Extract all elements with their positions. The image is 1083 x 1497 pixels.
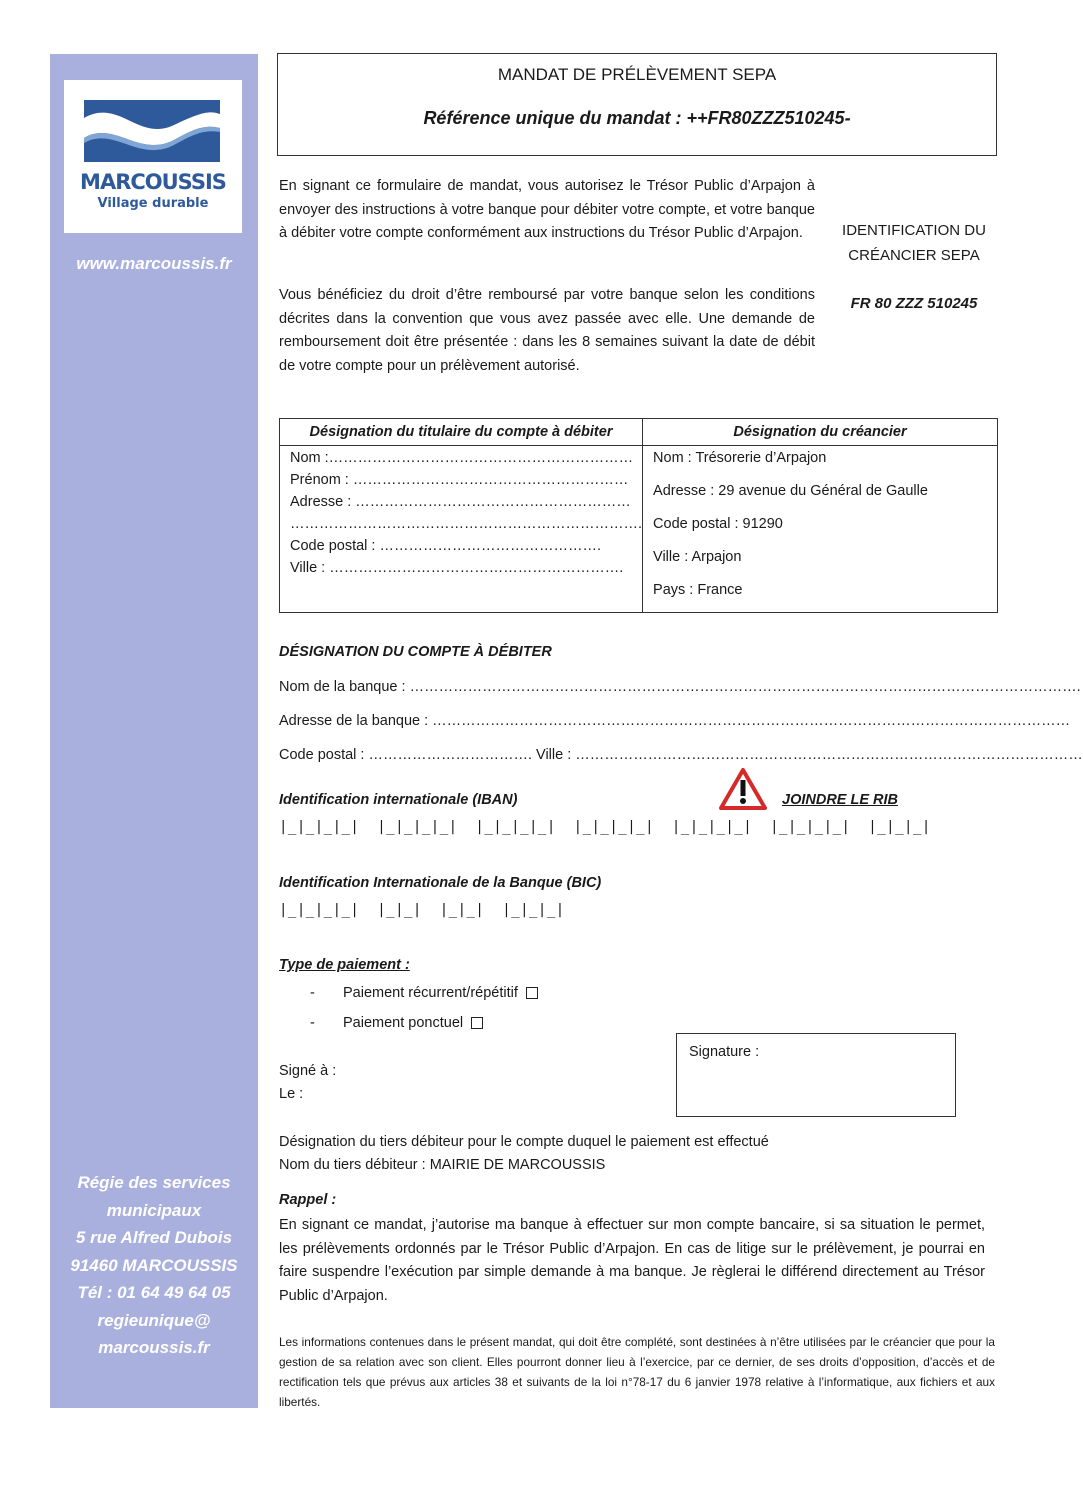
- debtor-address-field-2[interactable]: ……………………………………………………………….: [290, 516, 643, 532]
- address-line: 91460 MARCOUSSIS: [70, 1255, 238, 1275]
- website-link[interactable]: www.marcoussis.fr: [76, 254, 232, 273]
- address-line: Tél : 01 64 49 64 05: [77, 1283, 231, 1302]
- legal-notice: Les informations contenues dans le présent mandat, qui doit être complété, sont destinées à n’être utilisées par le créancier que pour la gestion de sa relation avec son client. Elles pourront donner lieu à l’exercice, par ce dernier, de ses droits d’opposition, d’accès et de rectification tels que prévus aux articles 38 et suivants de la loi n°78-17 du 6 janvier 1978 relative à l’informatique, aux fichiers et aux libertés.: [279, 1335, 995, 1409]
- intro-paragraph-2: Vous bénéficiez du droit d’être remboursé par votre banque selon les conditions décrites dans la convention que vous avez passée avec elle. Une demande de remboursement doit être présentée : dans les 8 semaines suivant la date de débit de votre compte pour un prélèvement autorisé.: [279, 287, 815, 374]
- marcoussis-logo: [64, 80, 242, 233]
- rappel-title: Rappel :: [279, 1192, 337, 1208]
- creditor-header: Désignation du créancier: [643, 419, 998, 446]
- debtor-name-field[interactable]: Nom :………………………………………………………: [290, 450, 634, 466]
- address-line: 5 rue Alfred Dubois: [75, 1228, 233, 1247]
- debtor-cell: [280, 446, 643, 613]
- logo-tagline: Village durable: [97, 196, 209, 211]
- bic-label: Identification Internationale de la Banque (BIC): [279, 875, 602, 891]
- payment-option-one-time[interactable]: - Paiement ponctuel: [310, 1015, 483, 1031]
- mandate-reference: Référence unique du mandat : ++FR80ZZZ510245-: [423, 108, 851, 128]
- address-line: municipaux: [106, 1200, 202, 1220]
- creditor-id-label: [832, 218, 996, 268]
- recurring-checkbox[interactable]: [526, 987, 538, 999]
- rappel-text: En signant ce mandat, j’autorise ma banque à effectuer sur mon compte bancaire, si sa situation le permet, les prélèvements ordonnés par le Trésor Public d’Arpajon. En cas de litige sur le prélèvement, je pourrai en faire suspendre l’exécution par simple demande à ma banque. Je règlerai le différend directement au Trésor Public d’Arpajon.: [279, 1217, 985, 1304]
- signature-label: Signature :: [689, 1044, 760, 1060]
- address-line: Régie des services: [77, 1173, 231, 1192]
- creditor-postal: Code postal : 91290: [653, 516, 783, 532]
- payment-option-label: Paiement récurrent/répétitif: [343, 985, 518, 1001]
- mandate-header: [277, 53, 997, 156]
- debtor-firstname-field[interactable]: Prénom : …………………………………………………: [290, 472, 629, 488]
- payment-option-recurring[interactable]: - Paiement récurrent/répétitif: [310, 985, 538, 1001]
- address-line: regieunique@: [97, 1310, 211, 1330]
- creditor-id-label-line: IDENTIFICATION DU: [842, 222, 986, 239]
- creditor-id-label-line: CRÉANCIER SEPA: [848, 247, 980, 264]
- debtor-header: Désignation du titulaire du compte à débiter: [280, 419, 643, 446]
- creditor-address: Adresse : 29 avenue du Général de Gaulle: [653, 483, 928, 499]
- debtor-address-field[interactable]: Adresse : …………………………………………………: [290, 494, 631, 510]
- creditor-id-code: FR 80 ZZZ 510245: [850, 295, 978, 312]
- third-party-designation: Désignation du tiers débiteur pour le compte duquel le paiement est effectué: [279, 1134, 769, 1150]
- payment-type-title: Type de paiement :: [279, 957, 410, 973]
- creditor-cell: [643, 446, 998, 613]
- bank-name-field[interactable]: Nom de la banque : ………………………………………………………………………………………………………………………….: [279, 679, 1081, 695]
- iban-label: Identification internationale (IBAN): [279, 792, 518, 808]
- designation-table: [279, 418, 998, 613]
- debtor-city-field[interactable]: Ville : …………………………………………………….: [290, 560, 624, 576]
- bank-postal-city-field[interactable]: Code postal : ……………………………. Ville : ……………………………………………………………………………………………: [279, 747, 1083, 763]
- iban-input[interactable]: |_|_|_|_| |_|_|_|_| |_|_|_|_| |_|_|_|_| |_|_|_|_| |_|_|_|_| |_|_|_|: [279, 819, 931, 835]
- address-line: marcoussis.fr: [98, 1338, 210, 1357]
- bic-input[interactable]: |_|_|_|_| |_|_| |_|_| |_|_|_|: [279, 902, 565, 918]
- account-section-title: DÉSIGNATION DU COMPTE À DÉBITER: [279, 644, 552, 660]
- third-party-name: Nom du tiers débiteur : MAIRIE DE MARCOUSSIS: [279, 1157, 606, 1173]
- logo-name: MARCOUSSIS: [80, 170, 226, 194]
- signature-box[interactable]: [676, 1033, 956, 1117]
- warning-icon: [718, 767, 768, 816]
- creditor-name: Nom : Trésorerie d’Arpajon: [653, 450, 827, 466]
- payment-option-label: Paiement ponctuel: [343, 1015, 464, 1031]
- signed-at-field[interactable]: Signé à :: [279, 1063, 337, 1079]
- one-time-checkbox[interactable]: [471, 1017, 483, 1029]
- debtor-postal-field[interactable]: Code postal : ……………………………………….: [290, 538, 601, 554]
- bank-address-field[interactable]: Adresse de la banque : ……………………………………………………………………………………………………………………: [279, 713, 1071, 729]
- wave-logo-icon: [64, 80, 242, 172]
- intro-paragraph-1: En signant ce formulaire de mandat, vous autorisez le Trésor Public d’Arpajon à envoyer des instructions à votre banque pour débiter votre compte, et votre banque à débiter votre compte conformément aux instructions du Trésor Public d’Arpajon.: [279, 178, 815, 241]
- sidebar: [50, 54, 258, 1408]
- creditor-country: Pays : France: [653, 582, 743, 598]
- date-field[interactable]: Le :: [279, 1086, 304, 1102]
- page-title: MANDAT DE PRÉLÈVEMENT SEPA: [497, 65, 777, 84]
- sidebar-address: [50, 1169, 258, 1362]
- creditor-city: Ville : Arpajon: [653, 549, 742, 565]
- attach-rib-notice: JOINDRE LE RIB: [782, 792, 899, 808]
